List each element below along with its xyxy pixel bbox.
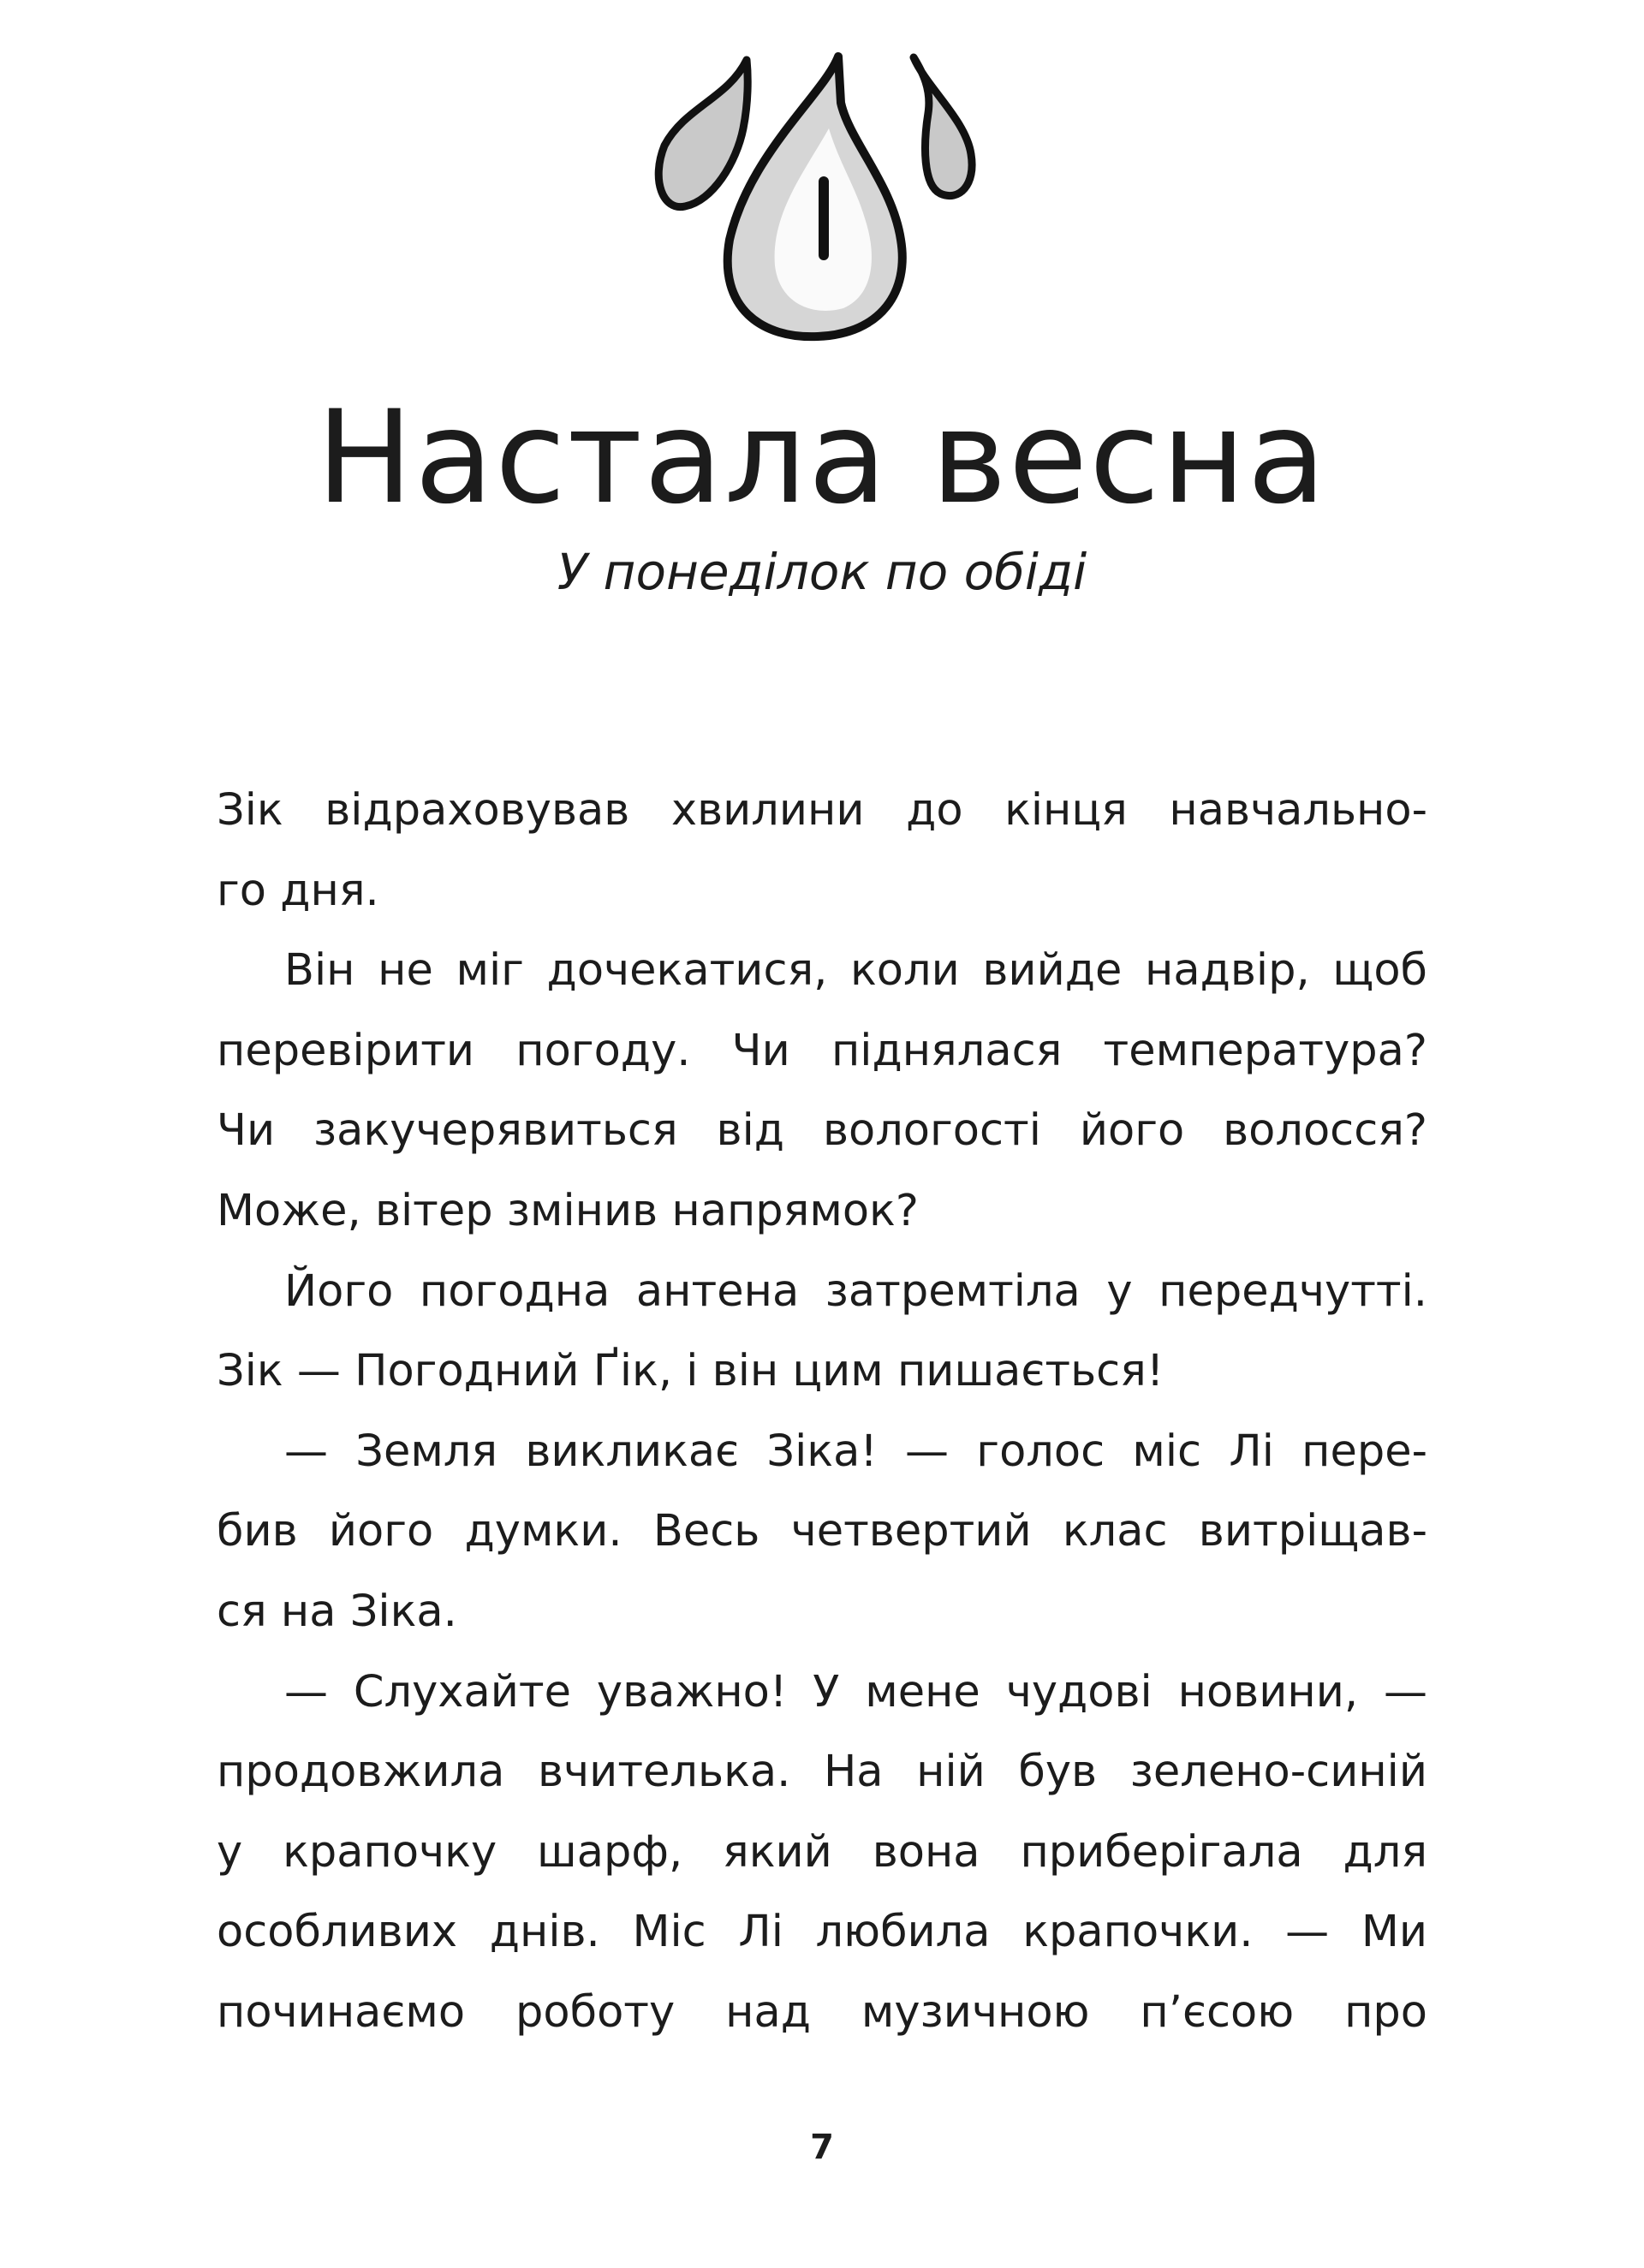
text-line: у крапочку шарф, який вона приберігала для: [217, 1826, 1427, 1878]
chapter-subtitle: У понеділок по обіді: [557, 543, 1087, 601]
text-line: продовжила вчителька. На ній був зелено-синій: [217, 1747, 1427, 1798]
text-line: — Слухайте уважно! У мене чудові новини, —: [284, 1666, 1427, 1717]
text-line: Він не міг дочекатися, коли вийде надвір, щоб: [284, 945, 1427, 997]
text-line: Може, вітер змінив напрямок?: [217, 1185, 919, 1236]
text-line: особливих днів. Міс Лі любила крапочки. — Ми: [217, 1907, 1427, 1958]
text-line: починаємо роботу над музичною п’єсою про: [217, 1986, 1427, 2038]
text-line: Його погодна антена затремтіла у передчутті.: [284, 1265, 1427, 1317]
text-line: бив його думки. Весь четвертий клас витріщав-: [217, 1506, 1427, 1557]
text-line: Зік відраховував хвилини до кінця навчально-: [217, 785, 1427, 836]
center-drop: [728, 57, 902, 336]
text-line: го дня.: [217, 865, 379, 916]
text-line: Чи закучерявиться від вологості його волосся?: [217, 1105, 1427, 1157]
left-drop: [658, 60, 748, 207]
text-line: — Земля викликає Зіка! — голос міс Лі пере-: [284, 1426, 1427, 1477]
body-text: [217, 771, 1427, 2053]
right-drop: [914, 57, 972, 196]
page-number: 7: [810, 2128, 834, 2167]
text-line: Зік — Погодний Ґік, і він цим пишається!: [217, 1346, 1164, 1397]
text-line: перевірити погоду. Чи піднялася температура?: [217, 1025, 1427, 1076]
chapter-title: Настала весна: [316, 384, 1328, 533]
text-line: ся на Зіка.: [217, 1586, 457, 1637]
raindrops-icon: [599, 34, 1045, 377]
